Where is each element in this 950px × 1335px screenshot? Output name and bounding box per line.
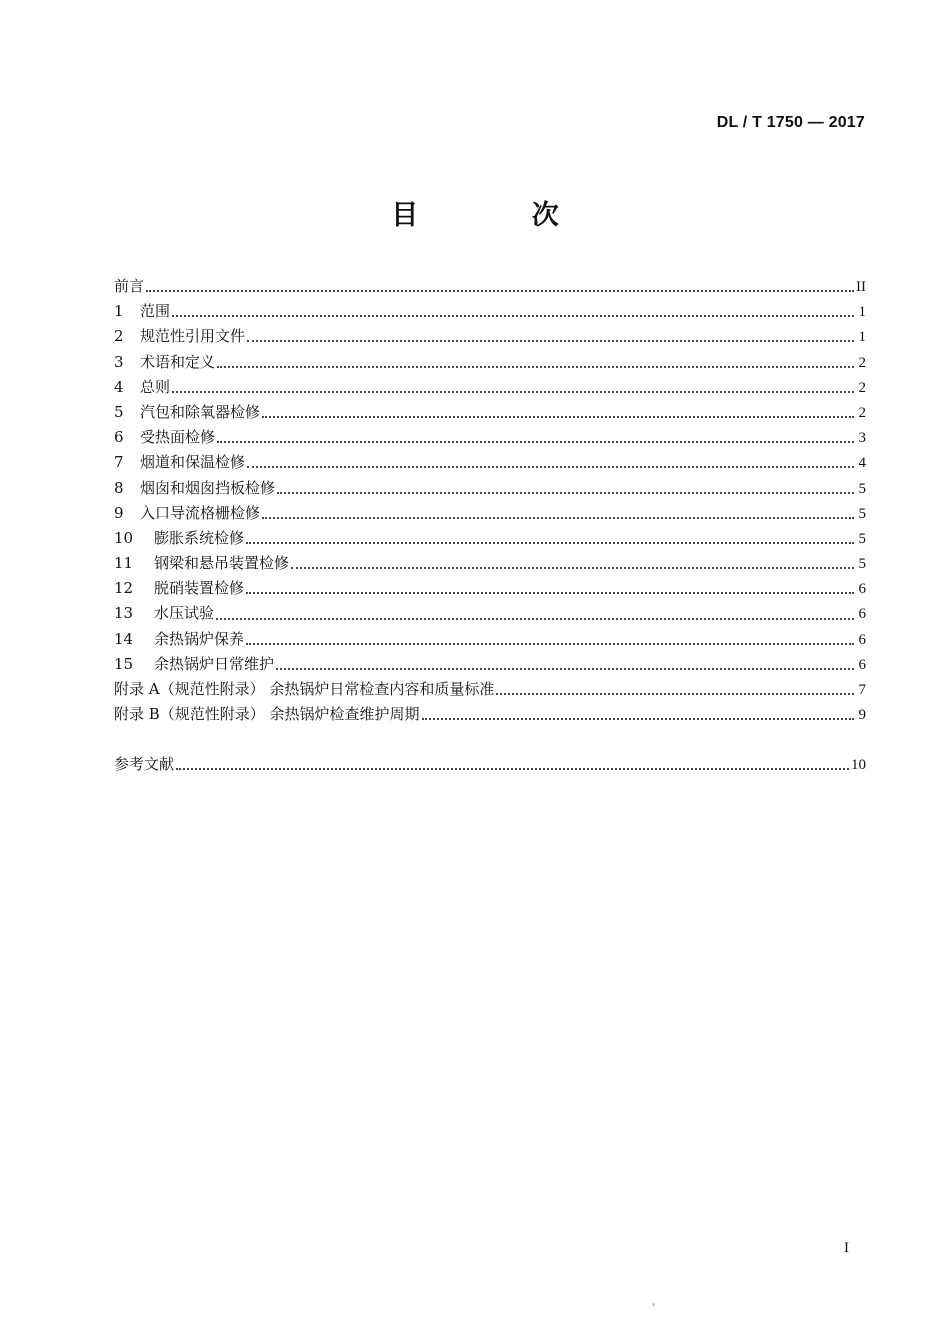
toc-entry-references[interactable] bbox=[114, 752, 866, 777]
toc-entry-label: 总则 bbox=[140, 377, 171, 396]
toc-entry-page: 5 bbox=[858, 480, 866, 497]
toc-entry-number: 6 bbox=[114, 428, 124, 447]
toc-leader-dots bbox=[217, 365, 854, 368]
toc-entry-number: 7 bbox=[114, 453, 124, 472]
page-title: 目 次 bbox=[391, 200, 611, 231]
toc-entry-page: II bbox=[856, 279, 866, 295]
toc-entry-number: 3 bbox=[114, 352, 124, 371]
toc-entry-label: 膨胀系统检修 bbox=[154, 528, 245, 547]
toc-entry-page: 6 bbox=[858, 656, 866, 673]
toc-entry-label: 前言 bbox=[114, 277, 145, 295]
toc-leader-dots bbox=[262, 415, 854, 418]
table-of-contents bbox=[114, 274, 866, 778]
toc-entry-label: 附录 A（规范性附录） 余热锅炉日常检查内容和质量标准 bbox=[114, 680, 495, 698]
toc-entry-page: 1 bbox=[858, 329, 866, 346]
toc-entry-number: 10 bbox=[114, 528, 134, 547]
toc-entry[interactable] bbox=[114, 324, 866, 349]
toc-entry[interactable] bbox=[114, 400, 866, 425]
toc-entry-label: 脱硝装置检修 bbox=[154, 579, 245, 598]
toc-leader-dots bbox=[146, 289, 854, 292]
toc-entry-page: 2 bbox=[858, 379, 866, 396]
toc-entry-number: 8 bbox=[114, 478, 124, 497]
toc-entry-page: 2 bbox=[858, 404, 866, 421]
toc-entry-page: 6 bbox=[858, 581, 866, 598]
toc-entry[interactable] bbox=[114, 350, 866, 375]
toc-entry-number: 13 bbox=[114, 604, 134, 623]
toc-entry-label: 余热锅炉保养 bbox=[154, 629, 245, 648]
toc-entry-page: 4 bbox=[858, 455, 866, 472]
toc-entry-page: 5 bbox=[858, 505, 866, 522]
toc-entry-page: 9 bbox=[858, 707, 866, 724]
toc-entry-label: 余热锅炉日常维护 bbox=[154, 654, 275, 673]
toc-entry-label: 术语和定义 bbox=[140, 352, 216, 371]
toc-entry[interactable] bbox=[114, 299, 866, 324]
toc-entry-page: 6 bbox=[858, 606, 866, 623]
page-number: I bbox=[844, 1240, 849, 1256]
toc-leader-dots bbox=[172, 390, 854, 393]
toc-entry-page: 6 bbox=[858, 631, 866, 648]
toc-entry-label: 汽包和除氧器检修 bbox=[140, 402, 261, 421]
toc-entry-appendix-b[interactable] bbox=[114, 702, 866, 727]
toc-entry-number: 15 bbox=[114, 654, 134, 673]
toc-entry-page: 10 bbox=[851, 757, 866, 774]
toc-leader-dots bbox=[176, 767, 849, 770]
toc-leader-dots bbox=[246, 642, 854, 645]
toc-entry-number: 11 bbox=[114, 554, 134, 573]
toc-entry-label: 入口导流格栅检修 bbox=[140, 503, 261, 522]
toc-leader-dots bbox=[262, 516, 854, 519]
toc-entry-number: 1 bbox=[114, 302, 124, 321]
toc-entry-page: 1 bbox=[858, 304, 866, 321]
toc-entry[interactable] bbox=[114, 450, 866, 475]
toc-entry-appendix-a[interactable] bbox=[114, 677, 866, 702]
toc-entry-number: 14 bbox=[114, 629, 134, 648]
toc-entry-label: 参考文献 bbox=[114, 755, 175, 774]
toc-entry[interactable] bbox=[114, 476, 866, 501]
toc-entry-number: 4 bbox=[114, 377, 124, 396]
toc-leader-dots bbox=[277, 491, 854, 494]
toc-entry-page: 5 bbox=[858, 556, 866, 573]
toc-leader-dots bbox=[172, 314, 854, 317]
toc-entry[interactable] bbox=[114, 627, 866, 652]
toc-leader-dots bbox=[247, 465, 854, 468]
toc-entry-label: 水压试验 bbox=[154, 604, 215, 623]
toc-entry-number: 2 bbox=[114, 327, 124, 346]
toc-entry[interactable] bbox=[114, 501, 866, 526]
toc-entry-label: 烟道和保温检修 bbox=[140, 453, 246, 472]
toc-entry-page: 3 bbox=[858, 430, 866, 447]
toc-entry[interactable] bbox=[114, 375, 866, 400]
toc-leader-dots bbox=[217, 440, 854, 443]
toc-leader-dots bbox=[247, 339, 854, 342]
toc-entry[interactable] bbox=[114, 576, 866, 601]
toc-entry-page: 5 bbox=[858, 530, 866, 547]
toc-entry-label: 受热面检修 bbox=[140, 428, 216, 447]
toc-entry-label: 规范性引用文件 bbox=[140, 327, 246, 346]
toc-leader-dots bbox=[276, 667, 854, 670]
toc-entry-label: 钢梁和悬吊装置检修 bbox=[154, 554, 290, 573]
toc-leader-dots bbox=[496, 692, 854, 695]
toc-entry[interactable] bbox=[114, 274, 866, 299]
toc-entry-number: 9 bbox=[114, 503, 124, 522]
toc-entry[interactable] bbox=[114, 526, 866, 551]
toc-entry-label: 范围 bbox=[140, 302, 171, 321]
toc-leader-dots bbox=[422, 717, 854, 720]
toc-entry-number: 5 bbox=[114, 402, 124, 421]
toc-entry-label: 烟囱和烟囱挡板检修 bbox=[140, 478, 276, 497]
toc-entry-page: 7 bbox=[858, 682, 866, 698]
toc-entry[interactable] bbox=[114, 601, 866, 626]
scan-speck bbox=[652, 1303, 655, 1306]
toc-entry-page: 2 bbox=[858, 354, 866, 371]
toc-leader-dots bbox=[291, 566, 854, 569]
toc-leader-dots bbox=[246, 591, 854, 594]
toc-entry-number: 12 bbox=[114, 579, 134, 598]
toc-leader-dots bbox=[246, 541, 854, 544]
toc-entry[interactable] bbox=[114, 425, 866, 450]
toc-entry[interactable] bbox=[114, 551, 866, 576]
toc-entry-label: 附录 B（规范性附录） 余热锅炉检查维护周期 bbox=[114, 705, 420, 724]
toc-leader-dots bbox=[216, 617, 854, 620]
toc-entry[interactable] bbox=[114, 652, 866, 677]
standard-code: DL / T 1750 — 2017 bbox=[716, 114, 865, 131]
